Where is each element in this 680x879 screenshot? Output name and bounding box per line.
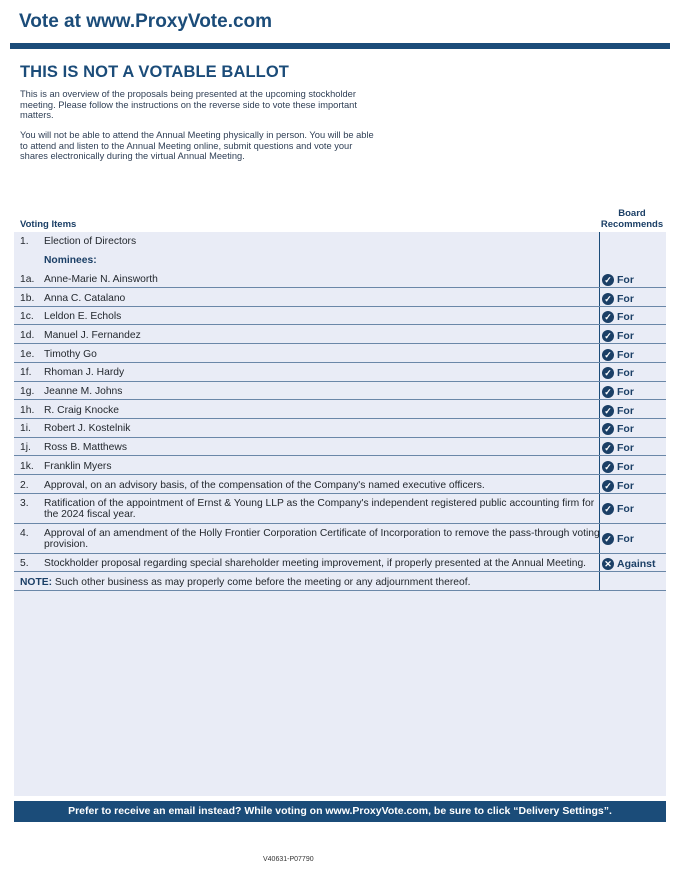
item-number: 4. <box>20 528 29 539</box>
check-circle-icon: ✓ <box>602 349 614 361</box>
check-circle-icon: ✓ <box>602 461 614 473</box>
item-number: 3. <box>20 498 29 509</box>
item-text: Election of Directors <box>44 236 137 247</box>
board-recommendation <box>602 405 666 417</box>
item-text: Ross B. Matthews <box>44 442 127 453</box>
recommendation-label: For <box>617 367 634 379</box>
recommendation-label: For <box>617 386 634 398</box>
row-divider <box>14 399 666 400</box>
top-title: Vote at www.ProxyVote.com <box>19 11 273 32</box>
voting-item-row <box>14 330 666 344</box>
voting-item-row <box>14 349 666 363</box>
document-code: V40631-P07790 <box>263 856 314 863</box>
board-recommendation <box>602 386 666 398</box>
board-recommendation <box>602 461 666 473</box>
check-circle-icon: ✓ <box>602 367 614 379</box>
voting-item-row <box>14 386 666 400</box>
voting-item-row <box>14 255 666 269</box>
check-circle-icon: ✓ <box>602 330 614 342</box>
check-circle-icon: ✓ <box>602 503 614 515</box>
voting-item-row <box>14 236 666 250</box>
recommendation-label: For <box>617 293 634 305</box>
row-divider <box>14 362 666 363</box>
top-divider <box>10 43 670 49</box>
board-recommendation <box>602 533 666 545</box>
item-number: 1d. <box>20 330 35 341</box>
item-text: Leldon E. Echols <box>44 311 122 322</box>
voting-item-row <box>14 274 666 288</box>
board-recommendation <box>602 330 666 342</box>
item-number: 1j. <box>20 442 31 453</box>
note-label: NOTE: <box>20 577 53 588</box>
recommendation-label: For <box>617 442 634 454</box>
check-circle-icon: ✓ <box>602 293 614 305</box>
row-divider <box>14 287 666 288</box>
recommendation-label: For <box>617 349 634 361</box>
item-number: 1c. <box>20 311 34 322</box>
board-recommendation <box>602 293 666 305</box>
voting-item-row <box>14 367 666 381</box>
row-divider <box>14 437 666 438</box>
page-title: THIS IS NOT A VOTABLE BALLOT <box>20 63 289 81</box>
row-divider <box>14 493 666 494</box>
recommendation-label: For <box>617 405 634 417</box>
recommendation-label: For <box>617 480 634 492</box>
item-number: 1h. <box>20 405 35 416</box>
board-recommendation <box>602 423 666 435</box>
check-circle-icon: ✓ <box>602 405 614 417</box>
row-divider <box>14 553 666 554</box>
intro-paragraph-1: This is an overview of the proposals being presented at the upcoming stockholder meeting. Please follow the instructions on the reverse side to vote these important matters. <box>20 89 357 120</box>
check-circle-icon: ✓ <box>602 274 614 286</box>
item-text: Manuel J. Fernandez <box>44 330 141 341</box>
voting-item-row <box>14 405 666 419</box>
recommendation-label: For <box>617 533 634 545</box>
recommendation-label: For <box>617 311 634 323</box>
board-recommendation <box>602 503 666 515</box>
voting-item-row <box>14 442 666 456</box>
board-recommendation <box>602 442 666 454</box>
item-number: 1k. <box>20 461 34 472</box>
board-recommendation <box>602 349 666 361</box>
recommendation-label: For <box>617 503 634 515</box>
item-text: Anne-Marie N. Ainsworth <box>44 274 158 285</box>
item-text: R. Craig Knocke <box>44 405 119 416</box>
voting-item-row <box>14 311 666 325</box>
board-recommendation <box>602 558 666 570</box>
row-divider <box>14 343 666 344</box>
row-divider <box>14 381 666 382</box>
row-divider <box>14 590 666 591</box>
row-divider <box>14 571 666 572</box>
item-number: 1e. <box>20 349 35 360</box>
item-text: Timothy Go <box>44 349 97 360</box>
voting-item-row <box>14 461 666 475</box>
recommendation-label: For <box>617 274 634 286</box>
item-number: 1b. <box>20 293 35 304</box>
item-text: Anna C. Catalano <box>44 293 126 304</box>
voting-items-header: Voting Items <box>20 219 77 230</box>
item-number: 1g. <box>20 386 35 397</box>
recommendation-label: For <box>617 330 634 342</box>
recommendation-label: For <box>617 423 634 435</box>
item-number: 5. <box>20 558 29 569</box>
check-circle-icon: ✓ <box>602 442 614 454</box>
voting-item-row <box>14 480 666 494</box>
voting-item-row <box>14 558 666 572</box>
recommendation-label: For <box>617 461 634 473</box>
item-text: Approval, on an advisory basis, of the compensation of the Company's named executive officers. <box>44 480 485 491</box>
note <box>20 577 470 588</box>
row-divider <box>14 455 666 456</box>
board-recommendation <box>602 274 666 286</box>
check-circle-icon: ✓ <box>602 423 614 435</box>
x-circle-icon: ✕ <box>602 558 614 570</box>
item-text: Jeanne M. Johns <box>44 386 123 397</box>
item-number: 1a. <box>20 274 35 285</box>
voting-item-row <box>14 293 666 307</box>
check-circle-icon: ✓ <box>602 480 614 492</box>
row-divider <box>14 418 666 419</box>
voting-item-row <box>14 423 666 437</box>
row-divider <box>14 306 666 307</box>
board-recommendation <box>602 367 666 379</box>
board-recommendation <box>602 311 666 323</box>
voting-item-row <box>14 528 666 550</box>
delivery-settings-banner: Prefer to receive an email instead? While voting on www.ProxyVote.com, be sure to click “Delivery Settings”. <box>14 801 666 822</box>
item-number: 1i. <box>20 423 31 434</box>
row-divider <box>14 324 666 325</box>
recommendation-label: Against <box>617 558 656 570</box>
board-recommends-header: Board Recommends <box>600 208 664 230</box>
check-circle-icon: ✓ <box>602 533 614 545</box>
item-text: Approval of an amendment of the Holly Frontier Corporation Certificate of Incorporation to remove the pass-through voting provision. <box>44 528 600 550</box>
item-text: Franklin Myers <box>44 461 112 472</box>
board-recommendation <box>602 480 666 492</box>
check-circle-icon: ✓ <box>602 386 614 398</box>
item-number: 1f. <box>20 367 32 378</box>
row-divider <box>14 523 666 524</box>
item-text: Robert J. Kostelnik <box>44 423 131 434</box>
check-circle-icon: ✓ <box>602 311 614 323</box>
item-number: 1. <box>20 236 29 247</box>
note-text: Such other business as may properly come before the meeting or any adjournment thereof. <box>54 577 471 588</box>
row-divider <box>14 474 666 475</box>
voting-item-row <box>14 498 666 520</box>
item-text: Nominees: <box>44 255 97 266</box>
item-text: Rhoman J. Hardy <box>44 367 125 378</box>
intro-paragraph-2: You will not be able to attend the Annual Meeting physically in person. You will be able to attend and listen to the Annual Meeting online, submit questions and vote your shares electronically during the virtual Annual Meeting. <box>20 130 374 161</box>
item-number: 2. <box>20 480 29 491</box>
item-text: Ratification of the appointment of Ernst & Young LLP as the Company's independent registered public accounting firm for the 2024 fiscal year. <box>44 498 595 520</box>
item-text: Stockholder proposal regarding special shareholder meeting improvement, if properly presented at the Annual Meeting. <box>44 558 587 569</box>
